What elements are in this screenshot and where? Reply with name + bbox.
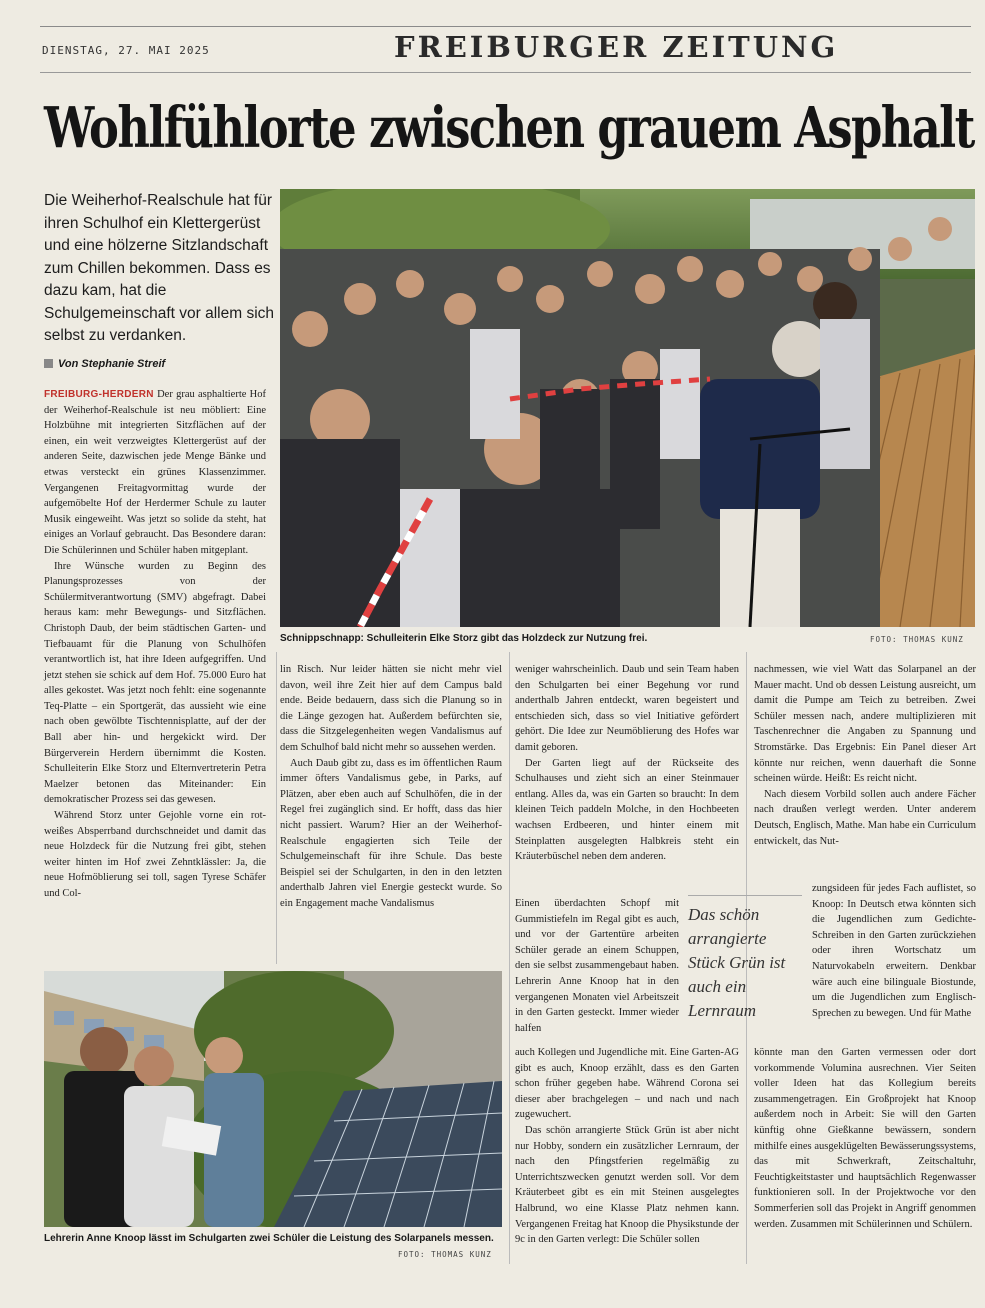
article-column-4-cont [754, 1045, 976, 1232]
garden-photo-credit: FOTO: THOMAS KUNZ [398, 1250, 492, 1259]
main-photo-caption: Schnippschnapp: Schulleiterin Elke Storz gibt das Holzdeck zur Nutzung frei. [280, 633, 648, 644]
ribbon-cutting-photo [280, 189, 975, 627]
main-photo-credit: FOTO: THOMAS KUNZ [870, 635, 964, 644]
garden-photo [44, 971, 502, 1227]
solar-panel-photo [44, 971, 502, 1227]
paragraph: Während Storz unter Gejohle vorne ein rot-weißes Absperrband durchschneidet und damit das neue Holzdeck für die Nutzung frei gibt, stehen weiter hinten im Hof zwei Zehntklässler: Ja, die neue Hofmöblierung sei toll, sagen Tyrese Schäfer und Col- [44, 810, 266, 899]
paragraph: Ihre Wünsche wurden zu Beginn des Planungsprozesses von der Schülermitverantwortung (SMV) abgefragt. Dabei heraus kam: mehr Bewegungs- und Sitzflächen. Christoph Daub, der beim städtischen Garten- und Tiefbauamt für die Planung von Schulhöfen verantwortlich ist, hat ihre Ideen aufgegriffen. Und jetzt stehen sie schick auf dem Hof. 75.000 Euro hat alles gekostet. Was jetzt noch fehlt: eine sogenannte Teq-Platte – ein Sportgerät, das aussieht wie eine nach oben gewölbte Tischtennisplatte, auf der der Ball aber hin- und hergekickt wird. Der Bürgerverein Herdern übernimmt die Kosten. Schulleiterin Elke Storz und Elternvertreterin Petra Maelzer betonen das Miteinander: Ein demokratischer Prozess sei das gewesen. [44, 560, 266, 806]
paragraph: könnte man den Garten vermessen oder dort vorkommende Volumina ausrechnen. Vier Seiten voller Ideen hat das Kollegium bereits zusammengetragen. Ein Großprojekt hat Knoop außerdem noch in Arbeit: Sie will den Garten künftig ohne Gießkanne bewässern, sondern mithilfe eines ausgeklügelten Bewässerungssystems, das mit Schwerkraft, Zeitschaltuhr, Feuchtigkeitstaster und hauptsächlich Regenwasser funktionieren soll. In der Projektwoche vor den Sommerferien soll das Projekt in Angriff genommen werden. Zusammen mit Schülerinnen und Schülern. [754, 1047, 976, 1230]
paragraph: weniger wahrscheinlich. Daub und sein Team haben den Schulgarten bei einer Begehung vor rund anderthalb Jahren entdeckt, waren begeistert und entschieden sich, dass so viel Initiative gefördert gehört. Die Idee zur Neumöblierung des Hofes war damit geboren. [515, 664, 739, 753]
article-column-4 [754, 662, 976, 849]
paragraph: lin Risch. Nur leider hätten sie nicht mehr viel davon, weil ihre Zeit hier auf dem Campus bald ende. Beide bedauern, dass sich die Planung so in die Länge gezogen hat. Außerdem befürchten sie, dass die Sitzgelegenheiten wegen Vandalismus auf dem Schulhof bald nicht mehr so aussehen werden. [280, 664, 502, 753]
article-column-3-cont [515, 1045, 739, 1248]
paragraph: Das schön arrangierte Stück Grün ist aber nicht nur Hobby, sondern ein zusätzlicher Lernraum, der nach den Pfingstferien regelmäßig zu Unterrichtszwecken genutzt werden soll. Vor dem Kräuterbeet gibt es ein mit Steinen ausgelegtes Halbrund, wo eine Klasse Platz nehmen kann. Vergangenen Freitag hat Knoop die Physikstunde der 9c in den Garten verlegt: Die Schüler sollen [515, 1124, 739, 1246]
dachzeile: FREIBURG-HERDERN [44, 389, 154, 400]
article-column-1 [44, 387, 266, 902]
article-column-3-wrap [515, 896, 679, 1036]
paragraph: Auch Daub gibt zu, dass es im öffentlichen Raum immer öfters Vandalismus gebe, in Parks, auf Plätzen, aber eben auch auf Schulhöfen, die in der Regel frei zugänglich sind. Er hofft, dass das hier nicht passiert. Warum? Hier an der Weiherhof-Realschule engagierten sich Teile der Schulgemeinschaft für ihre Schule. Das beste Beispiel sei der Schulgarten, in den in den letzten anderthalb Jahren viel Energie gesteckt wurde. So ein Engagement mache Vandalismus [280, 757, 502, 909]
pullquote: Das schön arrangierte Stück Grün ist auch ein Lernraum [688, 905, 786, 1020]
paragraph: Der Garten liegt auf der Rückseite des Schulhauses und zieht sich an einer Steinmauer entlang. Alles da, was ein Garten so braucht: In dem kleinen Teich paddeln Molche, in den Hochbeeten wachsen Erdbeeren, und hinter einem mit Steinplatten ausgelegten Halbkreis steht ein Kräuterbüschel neben dem anderen. [515, 757, 739, 863]
paragraph: Einen überdachten Schopf mit Gummistiefeln im Regal gibt es auch, und vor der Gartentüre arbeiten Schüler gerade an einem Schuppen, den sie selbst zusammengebaut haben. Lehrerin Anne Knoop hat in den vergangenen Monaten viel Arbeitszeit in den Garten gesteckt. Immer wieder halfen [515, 898, 679, 1034]
paragraph: auch Kollegen und Jugendliche mit. Eine Garten-AG gibt es auch, Knoop erzählt, dass es den Garten schon früher gegeben habe. Während Corona sei dieser aber brachgelegen – und nach und nach zugewuchert. [515, 1047, 739, 1121]
paragraph: Der grau asphaltierte Hof der Weiherhof-Realschule ist neu möbliert: Eine Holzbühne mit integrierten Sitzflächen auf der einen, ein weit verzweigtes Klettergerüst auf der anderen Seite, dazwischen jede Menge Bänke und etwas versteckt ein grünes Klassenzimmer. Vergangenen Freitagvormittag wurde der aufgemöbelte Hof der Herdermer Schule zu lauter Musik eingeweiht. Was jetzt so solide da steht, hat einiges an Vorlauf gebraucht. Das Besondere daran: Die Schülerinnen und Schüler haben mitgeplant. [44, 389, 266, 556]
garden-photo-caption: Lehrerin Anne Knoop lässt im Schulgarten zwei Schüler die Leistung des Solarpanels messen. [44, 1233, 494, 1244]
lead-paragraph: Die Weiherhof-Realschule hat für ihren Schulhof ein Klettergerüst und eine hölzerne Sitzlandschaft zum Chillen bekommen. Dass es dazu kam, hat die Schulgemeinschaft vor allem sich selbst zu verdanken. [44, 192, 275, 344]
byline [44, 358, 165, 370]
column-rule [509, 652, 510, 1264]
article-column-2 [280, 662, 502, 912]
header-rule [40, 72, 971, 73]
column-rule [276, 652, 277, 964]
paragraph: zungsideen für jedes Fach auflistet, so Knoop: In Deutsch etwa könnten sich die Jugendlichen zum Gedichte-Schreiben in den Garten zurückziehen oder ihren Wortschatz um Naturvokabeln erweitern. Denkbar wäre auch eine bilinguale Biostunde, um die Jugendlichen zum Englisch-Sprechen zu bewegen. Und für Mathe [812, 883, 976, 1019]
pullquote-rule [688, 895, 802, 896]
paragraph: Nach diesem Vorbild sollen auch andere Fächer nach draußen verlegt werden. Unter anderem Deutsch, Englisch, Mathe. Man habe ein Curriculum entwickelt, das Nut- [754, 788, 976, 847]
top-rule [40, 26, 971, 27]
issue-date: DIENSTAG, 27. MAI 2025 [42, 44, 210, 57]
main-photo [280, 189, 975, 627]
headline: Wohlfühlorte zwischen grauem Asphalt [44, 95, 974, 161]
article-column-4-wrap [812, 881, 976, 1021]
byline-marker-icon [44, 359, 53, 368]
masthead: FREIBURGER ZEITUNG [394, 30, 839, 64]
paragraph: nachmessen, wie viel Watt das Solarpanel an der Mauer macht. Und ob dessen Leistung ausreicht, um damit die Pumpe am Teich zu betreiben. Zwei Schüler messen nach, andere multiplizieren mit Taschenrechner die Angaben zu Spannung und Stromstärke. Das Ergebnis: Ein Panel dieser Art könnte nur reichen, wenn dauerhaft die Sonne scheinen würde. Heißt: Es reicht nicht. [754, 664, 976, 785]
byline-author: Von Stephanie Streif [58, 358, 166, 370]
article-column-3 [515, 662, 739, 865]
